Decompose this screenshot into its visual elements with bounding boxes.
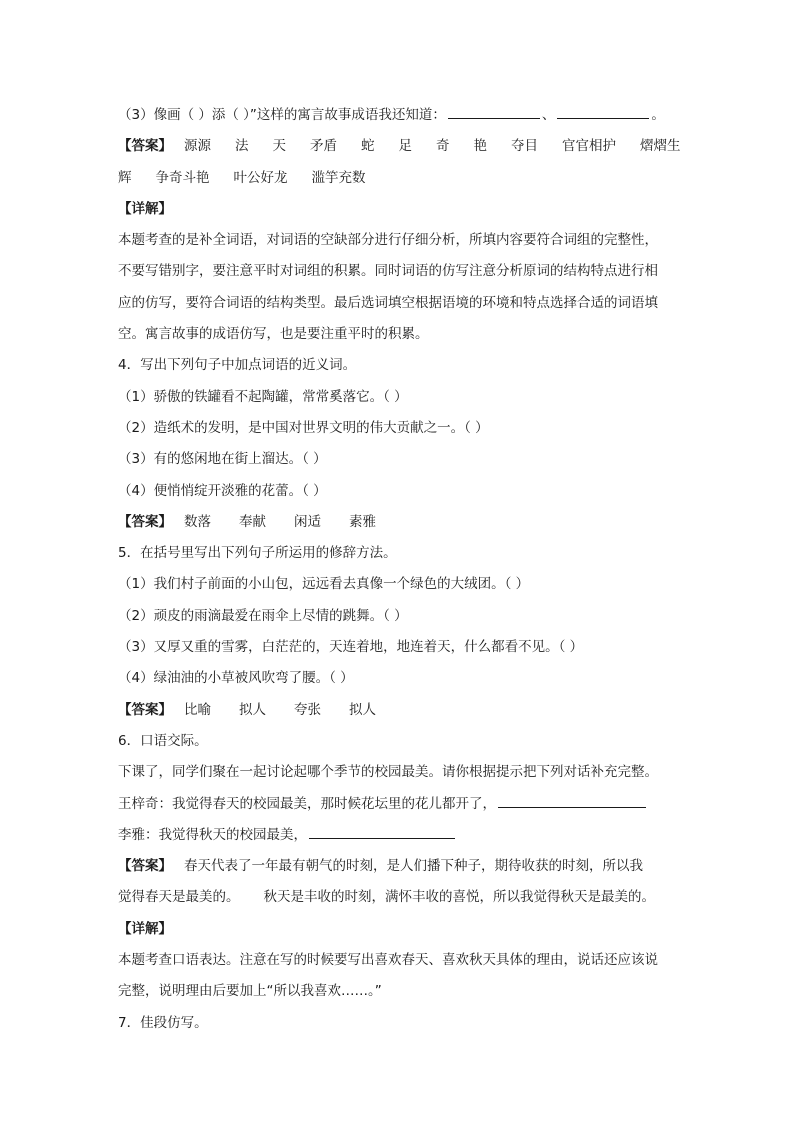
dialogue-wang [118, 789, 688, 820]
answer-item: 奉献 [239, 513, 266, 530]
answer-blank [448, 101, 540, 119]
answer-item: 滥竽充数 [311, 169, 366, 186]
answer-item: 拟人 [349, 701, 376, 718]
sentence-end: 。 [651, 107, 665, 123]
q3-sub3-line [118, 100, 688, 131]
answer-item: 奇 [436, 138, 450, 155]
answer-item: 拟人 [239, 701, 266, 718]
answer-label: 【答案】 [118, 513, 172, 530]
question-item: （3）有的悠闲地在街上溜达。（ ） [118, 451, 327, 468]
answer-item: 比喻 [184, 701, 211, 718]
answer-3-row2 [118, 163, 688, 194]
detail-line: 本题考查的是补全词语，对词语的空缺部分进行仔细分析，所填内容要符合词组的完整性， [118, 232, 658, 249]
detail-line: 空。寓言故事的成语仿写，也是要注重平时的积累。 [118, 326, 429, 343]
answer-text: 觉得春天是最美的。 [118, 889, 240, 906]
question-item: （1）我们村子前面的小山包，远远看去真像一个绿色的大绒团。（ ） [118, 576, 530, 593]
answer-item: 源源 [184, 138, 211, 155]
detail-line: 完整，说明理由后要加上“所以我喜欢……。” [118, 983, 382, 1000]
answer-label: 【答案】 [118, 138, 172, 155]
answer-items [184, 131, 681, 162]
question-item: （2）造纸术的发明，是中国对世界文明的伟大贡献之一。（ ） [118, 419, 489, 436]
question-5-title: 5．在括号里写出下列句子所运用的修辞方法。 [118, 545, 397, 562]
blank-separator: 、 [541, 107, 556, 123]
answer-item: 官官相护 [562, 138, 616, 155]
question-item: （1）骄傲的铁罐看不起陶罐，常常奚落它。（ ） [118, 388, 408, 405]
answer-item: 艳 [473, 138, 487, 155]
question-item: （4）便悄悄绽开淡雅的花蕾。（ ） [118, 482, 327, 499]
answer-text: 秋天是丰收的时刻，满怀丰收的喜悦，所以我觉得秋天是最美的。 [263, 889, 655, 906]
answer-blank [498, 790, 646, 808]
detail-line: 应的仿写，要符合词语的结构类型。最后选词填空根据语境的环境和特点选择合适的词语填 [118, 294, 658, 311]
answer-3-row1 [118, 131, 688, 162]
q3-sub3-text: （3）像画（ ）添（ ）”这样的寓言故事成语我还知道： [118, 107, 446, 123]
question-4-title: 4．写出下列句子中加点词语的近义词。 [118, 357, 357, 374]
answer-5-row [118, 695, 688, 726]
answer-6-row2 [118, 882, 688, 913]
answer-item: 争奇斗艳 [155, 169, 210, 186]
detail-label: 【详解】 [118, 200, 172, 217]
answer-label: 【答案】 [118, 701, 172, 718]
answer-4-row [118, 507, 688, 538]
answer-blank [309, 821, 455, 839]
answer-item: 天 [272, 138, 286, 155]
detail-line: 不要写错别字，要注意平时对词组的积累。同时词语的仿写注意分析原词的结构特点进行相 [118, 263, 658, 280]
dialogue-li [118, 820, 688, 851]
question-6-intro: 下课了，同学们聚在一起讨论起哪个季节的校园最美。请你根据提示把下列对话补充完整。 [118, 764, 658, 781]
question-7-title: 7．佳段仿写。 [118, 1014, 208, 1031]
answer-item: 法 [235, 138, 249, 155]
answer-item: 辉 [118, 169, 132, 186]
detail-line: 本题考查口语表达。注意在写的时候要写出喜欢春天、喜欢秋天具体的理由，说话还应该说 [118, 952, 658, 969]
answer-item: 素雅 [349, 513, 376, 530]
answer-item: 蛇 [361, 138, 375, 155]
answer-text: 春天代表了一年最有朝气的时刻，是人们播下种子，期待收获的时刻，所以我 [184, 858, 643, 875]
answer-item: 夸张 [294, 701, 321, 718]
dialogue-text: 李雅：我觉得秋天的校园最美， [118, 826, 307, 843]
answer-item: 叶公好龙 [233, 169, 288, 186]
dialogue-text: 王梓奇：我觉得春天的校园最美，那时候花坛里的花儿都开了， [118, 795, 496, 812]
question-6-title: 6．口语交际。 [118, 732, 208, 749]
answer-item: 夺目 [511, 138, 538, 155]
answer-item: 矛盾 [310, 138, 337, 155]
document-content [118, 100, 688, 1039]
answer-label: 【答案】 [118, 858, 172, 875]
answer-item: 数落 [184, 513, 211, 530]
question-item: （3）又厚又重的雪雾，白茫茫的，天连着地，地连着天，什么都看不见。（ ） [118, 639, 584, 656]
answer-blank [557, 101, 649, 119]
answer-item: 熠熠生 [640, 138, 681, 155]
answer-item: 足 [398, 138, 412, 155]
detail-label: 【详解】 [118, 920, 172, 937]
question-item: （4）绿油油的小草被风吹弯了腰。（ ） [118, 670, 354, 687]
question-item: （2）顽皮的雨滴最爱在雨伞上尽情的跳舞。（ ） [118, 607, 408, 624]
answer-6-row1 [118, 851, 688, 882]
answer-item: 闲适 [294, 513, 321, 530]
